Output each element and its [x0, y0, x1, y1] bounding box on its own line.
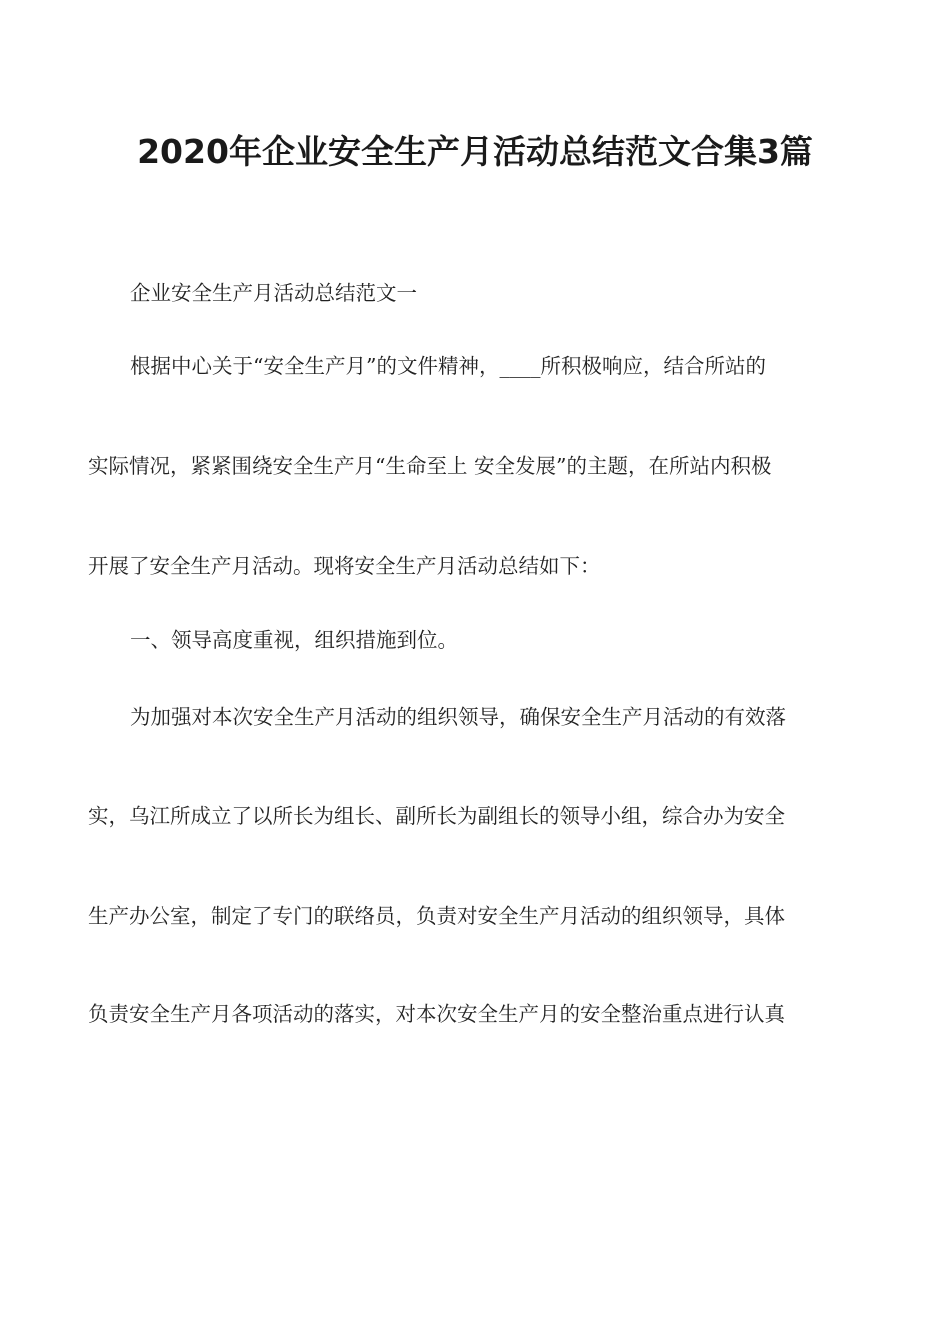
- section-heading-article-one: 企业安全生产月活动总结范文一: [130, 281, 417, 305]
- paragraph-line: 开展了安全生产月活动。现将安全生产月活动总结如下：: [88, 554, 601, 578]
- document-title: 2020年企业安全生产月活动总结范文合集3篇: [137, 132, 813, 171]
- paragraph-line: 生产办公室，制定了专门的联络员，负责对安全生产月活动的组织领导，具体: [88, 904, 785, 928]
- paragraph-line: 为加强对本次安全生产月活动的组织领导，确保安全生产月活动的有效落: [130, 705, 786, 729]
- paragraph-line: 负责安全生产月各项活动的落实，对本次安全生产月的安全整治重点进行认真: [88, 1002, 785, 1026]
- paragraph-line: 根据中心关于“安全生产月”的文件精神，____所积极响应，结合所站的: [130, 354, 766, 378]
- paragraph-line: 实际情况，紧紧围绕安全生产月“生命至上 安全发展”的主题，在所站内积极: [88, 454, 772, 478]
- section-heading-leadership: 一、领导高度重视，组织措施到位。: [130, 628, 458, 652]
- paragraph-line: 实，乌江所成立了以所长为组长、副所长为副组长的领导小组，综合办为安全: [88, 804, 785, 828]
